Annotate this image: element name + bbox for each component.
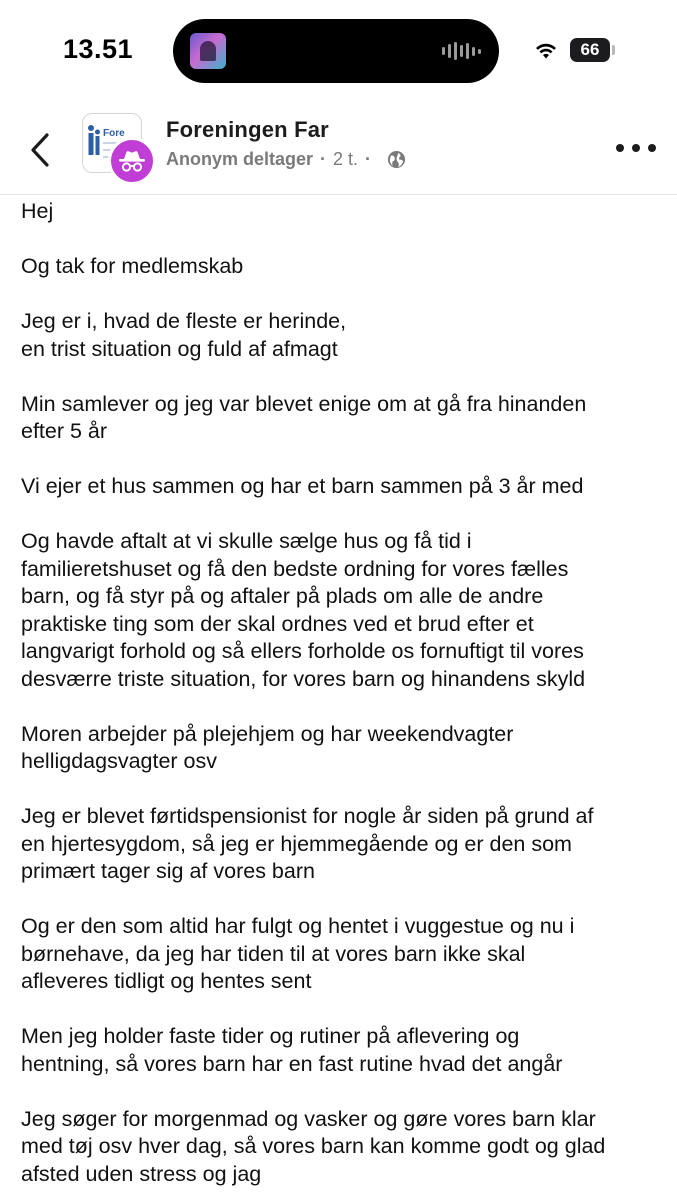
battery-icon: 66 [570,38,610,62]
status-time: 13.51 [63,34,134,64]
post-header [0,100,677,195]
post-paragraph: Vi ejer et hus sammen og har et barn sammen på 3 år med [21,474,584,498]
globe-icon [387,150,406,169]
post-paragraph: Moren arbejder på plejehjem og har weekendvagter helligdagsvagter osv [21,721,514,773]
post-paragraph: Jeg søger for morgenmad og vasker og gøre vores barn klar med tøj osv hver dag, så vores barn kan komme godt og glad afsted uden stress og jag [21,1106,606,1186]
meta-separator: · [365,149,372,169]
back-chevron-icon [29,132,51,168]
more-options-icon[interactable] [616,142,656,154]
status-bar [0,0,677,100]
post-paragraph: Og tak for medlemskab [21,254,244,278]
now-playing-art-icon [190,33,226,69]
audio-waveform-icon [442,41,481,61]
post-time[interactable]: 2 t. [333,149,359,169]
battery-cap [612,45,615,55]
author-name: Anonym deltager [166,149,314,169]
meta-separator: · [320,149,327,169]
post-paragraph: Jeg er i, hvad de fleste er herinde, en trist situation og fuld af afmagt [21,309,347,361]
post-paragraph: Min samlever og jeg var blevet enige om at gå fra hinanden efter 5 år [21,391,587,443]
group-logo-icon [87,124,101,158]
post-paragraph: Jeg er blevet førtidspensionist for nogle år siden på grund af en hjertesygdom, så jeg er hjemmegående og er den som primært tager sig af vores barn [21,804,594,883]
anonymous-incognito-icon [108,137,156,185]
post-paragraph: Hej [21,199,54,223]
back-button[interactable] [26,130,54,170]
wifi-icon [534,40,558,60]
group-avatar-label: Fore [103,128,125,139]
post-meta [166,149,406,170]
group-name[interactable]: Foreningen Far [166,117,329,142]
post-paragraph: Og er den som altid har fulgt og hentet i vuggestue og nu i børnehave, da jeg har tiden til at vores barn ikke skal afleveres tidligt og hentes sent [21,914,575,993]
post-body [21,196,661,1200]
post-paragraph: Og havde aftalt at vi skulle sælge hus og få tid i familieretshuset og få den bedste ordning for vores fælles barn, og få styr på og aftaler på plads om alle de andre praktiske ting som der skal ordnes ved et brud efter et langvarigt forhold og så ellers forholde os fornuftigt til vores desværre triste situation, for vores barn og hinandens skyld [21,529,586,691]
dynamic-island[interactable] [173,19,499,83]
post-paragraph: Men jeg holder faste tider og rutiner på aflevering og hentning, så vores barn har en fast rutine hvad det angår [21,1024,563,1076]
